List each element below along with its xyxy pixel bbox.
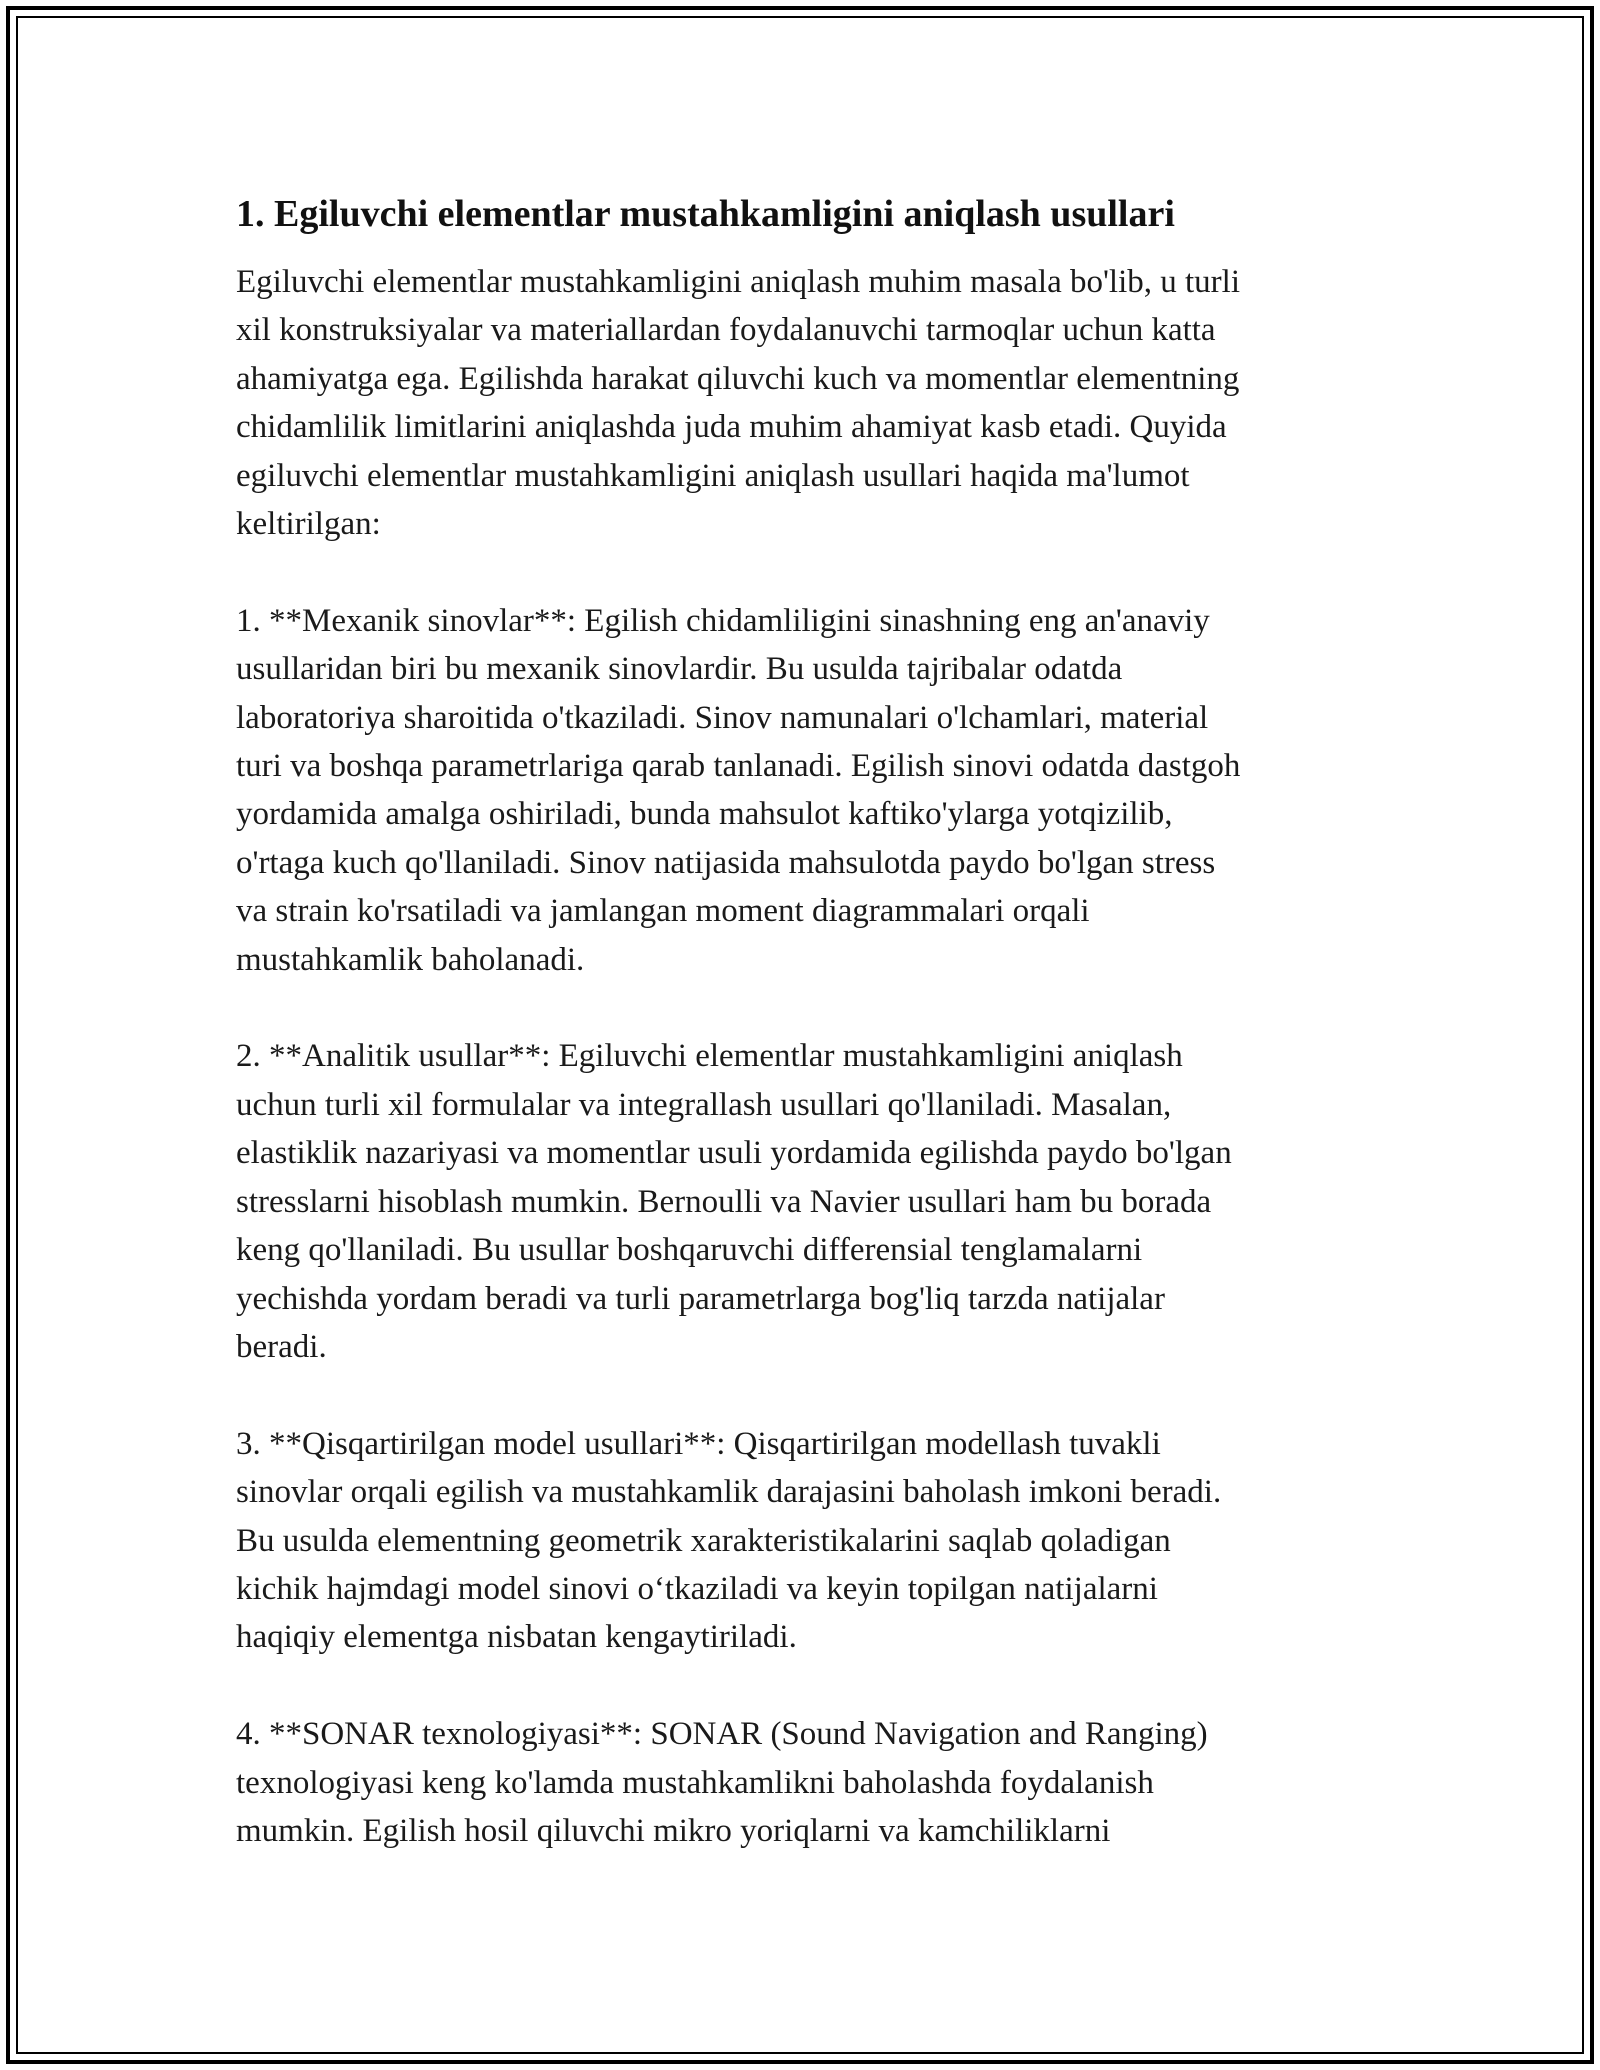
list-item-qisqartirilgan-model-usullari: 3. **Qisqartirilgan model usullari**: Qisqartirilgan modellash tuvakli sinovlar orqali egilish va mustahkamlik darajasini baholash imkoni beradi. Bu usulda elementning geometrik xarakteristikalarini saqlab qoladigan kichik hajmdagi model sinovi o‘tkaziladi va keyin topilgan natijalarni haqiqiy elementga nisbatan kengaytiriladi. xyxy=(236,1425,1222,1656)
list-item-mexanik-sinovlar: 1. **Mexanik sinovlar**: Egilish chidamliligini sinashning eng an'anaviy usullaridan biri bu mexanik sinovlardir. Bu usulda tajribalar odatda laboratoriya sharoitida o'tkaziladi. Sinov namunalari o'lchamlari, material turi va boshqa parametrlariga qarab tanlanadi. Egilish sinovi odatda dastgoh yordamida amalga oshiriladi, bunda mahsulot kaftiko'ylarga yotqizilib, o'rtaga kuch qo'llaniladi. Sinov natijasida mahsulotda paydo bo'lgan stress va strain ko'rsatiladi va jamlangan moment diagrammalari orqali mustahkamlik baholanadi. xyxy=(236,602,1241,978)
document-body xyxy=(236,186,1376,1855)
list-item-analitik-usullar: 2. **Analitik usullar**: Egiluvchi elementlar mustahkamligini aniqlash uchun turli xil formulalar va integrallash usullari qo'llaniladi. Masalan, elastiklik nazariyasi va momentlar usuli yordamida egilishda paydo bo'lgan stresslarni hisoblash mumkin. Bernoulli va Navier usullari ham bu borada keng qo'llaniladi. Bu usullar boshqaruvchi differensial tenglamalarni yechishda yordam beradi va turli parametrlarga bog'liq tarzda natijalar beradi. xyxy=(236,1038,1232,1365)
section-heading: 1. Egiluvchi elementlar mustahkamligini aniqlash usullari xyxy=(236,193,1175,235)
list-item-sonar-texnologiyasi: 4. **SONAR texnologiyasi**: SONAR (Sound Navigation and Ranging) texnologiyasi keng ko'lamda mustahkamlikni baholashda foydalanish mumkin. Egilish hosil qiluvchi mikro yoriqlarni va kamchiliklarni xyxy=(236,1716,1208,1849)
intro-paragraph: Egiluvchi elementlar mustahkamligini aniqlash muhim masala bo'lib, u turli xil konstruksiyalar va materiallardan foydalanuvchi tarmoqlar uchun katta ahamiyatga ega. Egilishda harakat qiluvchi kuch va momentlar elementning chidamlilik limitlarini aniqlashda juda muhim ahamiyat kasb etadi. Quyida egiluvchi elementlar mustahkamligini aniqlash usullari haqida ma'lumot keltirilgan: xyxy=(236,264,1241,543)
